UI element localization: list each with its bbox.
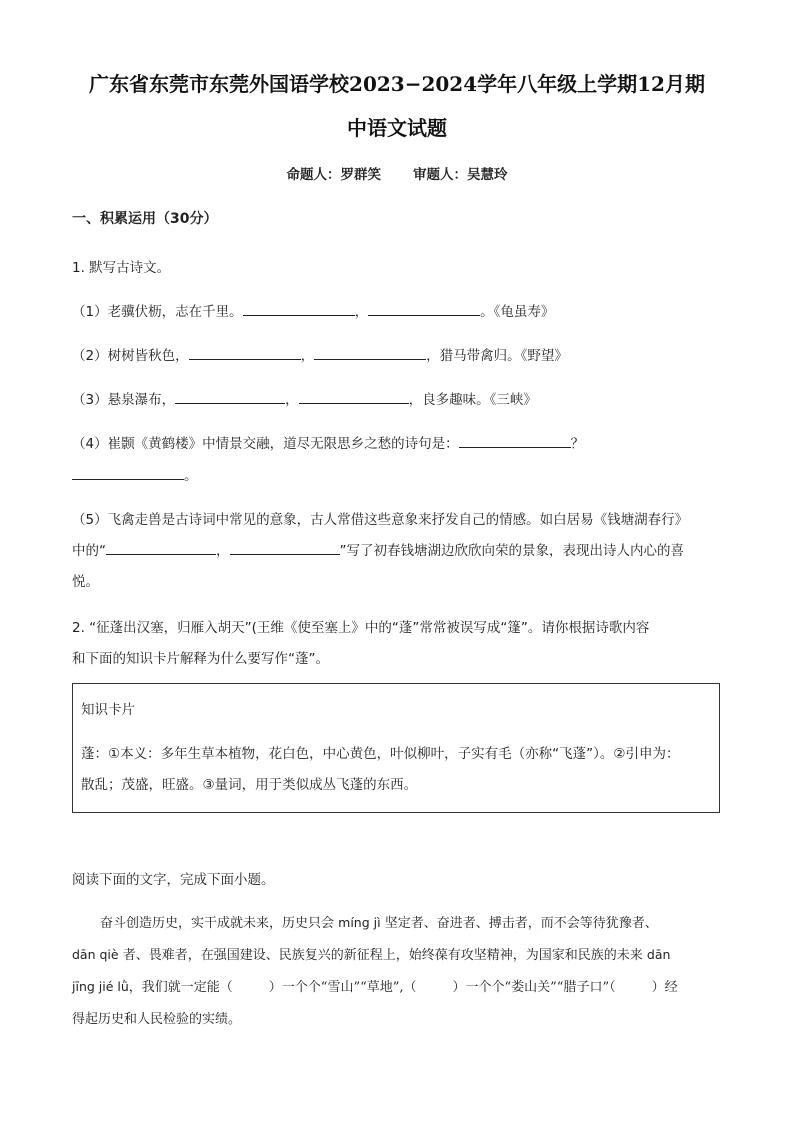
answer-blank[interactable] bbox=[106, 540, 216, 555]
passage-line1 bbox=[100, 912, 658, 931]
knowledge-card-line2: 散乱；茂盛，旺盛。③量词，用于类似成丛飞蓬的东西。 bbox=[81, 777, 418, 793]
question-1-part-4 bbox=[72, 432, 584, 452]
passage-text: 坚定者、奋进者、搏击 bbox=[384, 916, 515, 931]
passage-line2 bbox=[72, 944, 670, 963]
separator: ， bbox=[354, 304, 369, 320]
question-1-part-5-line2 bbox=[72, 539, 684, 559]
passage-text: ）一个个“娄山关”“腊子口”（ bbox=[452, 980, 616, 995]
question-1-part-4-cont bbox=[72, 464, 198, 484]
passage-text: 者，而不会等待犹豫者、 bbox=[514, 916, 658, 931]
document-title-line1: 广东省东莞市东莞外国语学校2023−2024学年八年级上学期12月期 bbox=[89, 72, 705, 96]
question-1-part-1 bbox=[72, 300, 554, 320]
q1-p1-end: 。《龟虽寿》 bbox=[480, 304, 555, 320]
reading-intro: 阅读下面的文字，完成下面小题。 bbox=[72, 872, 275, 888]
q1-p3-end: ，良多趣味。《三峡》 bbox=[408, 392, 537, 408]
question-2-line2: 和下面的知识卡片解释为什么要写作“蓬”。 bbox=[72, 651, 329, 667]
q1-p5-open: 中的“ bbox=[72, 543, 106, 559]
answer-blank[interactable] bbox=[459, 433, 571, 448]
period: 。 bbox=[184, 468, 198, 484]
passage-line3 bbox=[72, 976, 678, 995]
answer-blank[interactable] bbox=[175, 389, 285, 404]
q1-p3-text: （3）悬泉瀑布， bbox=[72, 392, 176, 408]
passage-text: 奋斗创造历史，实干成就未来，历史只会 bbox=[100, 916, 335, 931]
passage-text: ，我们就一定能（ bbox=[128, 980, 233, 995]
separator: ， bbox=[300, 348, 315, 364]
pinyin-prompt: dān bbox=[646, 947, 671, 962]
authors-line bbox=[0, 163, 794, 183]
passage-line4: 得起历史和人民检验的实绩。 bbox=[72, 1012, 242, 1027]
question-2-line1: 2. “征蓬出汉塞，归雁入胡天”(王维《使至塞上》中的“蓬”常常被误写成“篷”。请你根据诗歌内容 bbox=[72, 620, 650, 636]
knowledge-card-title: 知识卡片 bbox=[81, 702, 135, 718]
pinyin-prompt: jīng jié lǜ bbox=[72, 979, 129, 994]
answer-blank[interactable] bbox=[368, 301, 480, 316]
document-title-line2: 中语文试题 bbox=[347, 116, 447, 140]
passage-text: 者、畏难者，在强国建设、民族复兴的新征程上，始终葆有攻坚精神，为国家和民族的未来 bbox=[122, 948, 643, 963]
reviewer-label: 审题人：吴慧玲 bbox=[413, 167, 508, 183]
q1-p2-end: ，猎马带禽归。《野望》 bbox=[426, 348, 568, 364]
question-mark: ？ bbox=[570, 436, 585, 452]
q1-p2-text: （2）树树皆秋色， bbox=[72, 348, 189, 364]
passage-text: ）经 bbox=[651, 980, 678, 995]
separator: ， bbox=[285, 392, 299, 408]
separator: ， bbox=[216, 543, 230, 559]
pinyin-prompt: míng jì bbox=[338, 915, 381, 930]
passage-text: ）一个个“雪山”“草地”,（ bbox=[268, 980, 417, 995]
q1-p5-rest: ”写了初春钱塘湖边欣欣向荣的景象，表现出诗人内心的喜 bbox=[339, 543, 684, 559]
question-1-part-2 bbox=[72, 344, 568, 364]
knowledge-card bbox=[72, 683, 720, 813]
answer-blank[interactable] bbox=[314, 345, 426, 360]
section-heading: 一、积累运用（30分） bbox=[72, 211, 218, 227]
answer-blank[interactable] bbox=[299, 389, 409, 404]
question-1-part-5-line3: 悦。 bbox=[72, 574, 99, 590]
question-1-part-3 bbox=[72, 388, 537, 408]
answer-blank[interactable] bbox=[189, 345, 301, 360]
q1-p4-text: （4）崔颢《黄鹤楼》中情景交融，道尽无限思乡之愁的诗句是： bbox=[72, 436, 459, 452]
setter-label: 命题人：罗群笑 bbox=[286, 167, 381, 183]
question-1-stem: 1. 默写古诗文。 bbox=[72, 260, 171, 276]
knowledge-card-line1: 蓬：①本义：多年生草本植物，花白色，中心黄色，叶似柳叶，子实有毛（亦称“飞蓬”）。②引申为： bbox=[81, 746, 680, 762]
answer-blank[interactable] bbox=[72, 465, 184, 480]
q1-p1-text: （1）老骥伏枥，志在千里。 bbox=[72, 304, 243, 320]
pinyin-prompt: dān qiè bbox=[72, 947, 119, 962]
answer-blank[interactable] bbox=[243, 301, 355, 316]
question-1-part-5-line1: （5）飞禽走兽是古诗词中常见的意象，古人常借这些意象来抒发自己的情感。如白居易《钱塘湖春行》 bbox=[72, 512, 689, 528]
answer-blank[interactable] bbox=[230, 540, 340, 555]
